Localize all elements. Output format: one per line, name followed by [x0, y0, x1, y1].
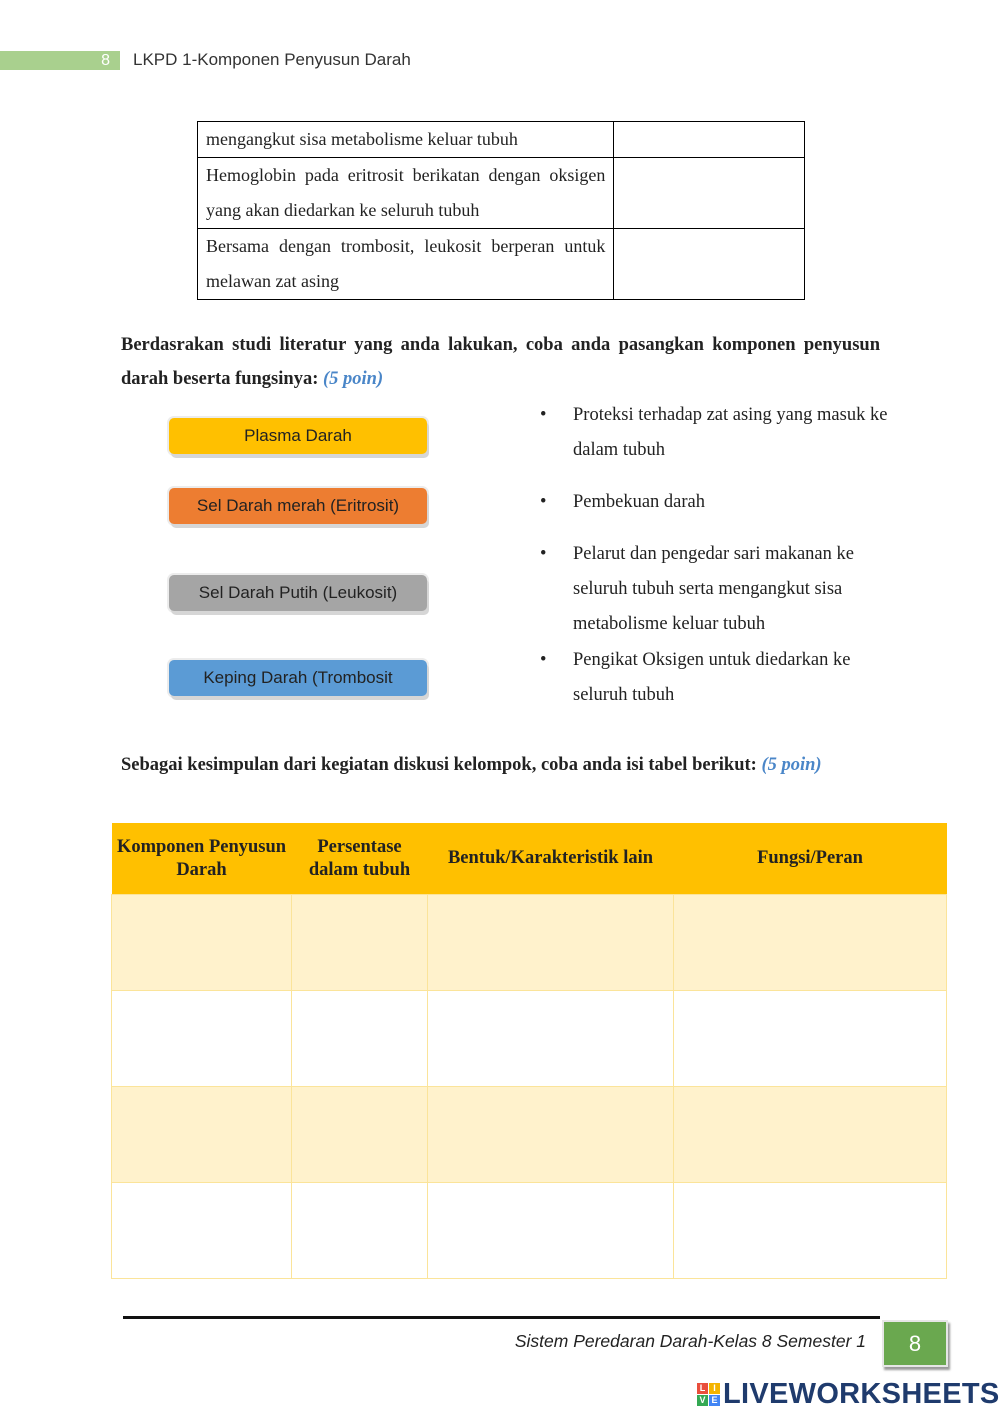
table-row — [112, 991, 947, 1087]
answer-cell[interactable] — [292, 1183, 428, 1279]
answer-cell[interactable] — [112, 895, 292, 991]
summary-instruction: Sebagai kesimpulan dari kegiatan diskusi kelompok, coba anda isi tabel berikut: (5 poin) — [121, 755, 822, 775]
matching-points: (5 poin) — [322, 369, 384, 389]
matching-instruction: Berdasrakan studi literatur yang anda lakukan, coba anda pasangkan komponen penyusun darah beserta fungsinya: (5 poin) — [121, 335, 880, 389]
header-page-number: 8 — [101, 52, 110, 69]
answer-cell[interactable] — [674, 1087, 947, 1183]
function-text: Hemoglobin pada eritrosit berikatan dengan oksigen yang akan diedarkan ke seluruh tubuh — [198, 158, 614, 229]
table-row — [112, 1087, 947, 1183]
header-persentase: Persentase dalam tubuh — [292, 823, 428, 895]
table-row — [198, 229, 805, 300]
function-item[interactable]: • Pelarut dan pengedar sari makanan ke seluruh tubuh serta mengangkut sisa metabolisme keluar tubuh — [540, 537, 890, 642]
bullet-icon: • — [540, 650, 547, 670]
bullet-icon: • — [540, 405, 547, 425]
answer-cell[interactable] — [614, 158, 805, 229]
component-plasma-darah[interactable]: Plasma Darah — [169, 418, 427, 454]
answer-cell[interactable] — [674, 895, 947, 991]
answer-cell[interactable] — [112, 991, 292, 1087]
footer-divider — [123, 1316, 880, 1319]
answer-cell[interactable] — [112, 1183, 292, 1279]
table-row — [112, 895, 947, 991]
liveworksheets-logo[interactable] — [697, 1376, 1000, 1412]
summary-points: (5 poin) — [761, 755, 822, 775]
answer-cell[interactable] — [292, 895, 428, 991]
function-text: Bersama dengan trombosit, leukosit berperan untuk melawan zat asing — [198, 229, 614, 300]
footer-page-number: 8 — [882, 1320, 948, 1367]
component-trombosit[interactable]: Keping Darah (Trombosit — [169, 660, 427, 696]
answer-cell[interactable] — [428, 1087, 674, 1183]
summary-table — [111, 823, 947, 1279]
header-bentuk: Bentuk/Karakteristik lain — [428, 823, 674, 895]
function-table — [197, 121, 805, 300]
answer-cell[interactable] — [428, 895, 674, 991]
bullet-icon: • — [540, 492, 547, 512]
answer-cell[interactable] — [292, 1087, 428, 1183]
logo-text: LIVEWORKSHEETS — [723, 1377, 1000, 1410]
answer-cell[interactable] — [614, 122, 805, 158]
answer-cell[interactable] — [292, 991, 428, 1087]
answer-cell[interactable] — [674, 991, 947, 1087]
footer-text: Sistem Peredaran Darah-Kelas 8 Semester 1 — [514, 1331, 866, 1351]
answer-cell[interactable] — [428, 991, 674, 1087]
component-eritrosit[interactable]: Sel Darah merah (Eritrosit) — [169, 488, 427, 524]
answer-cell[interactable] — [428, 1183, 674, 1279]
answer-cell[interactable] — [112, 1087, 292, 1183]
answer-cell[interactable] — [674, 1183, 947, 1279]
header-fungsi: Fungsi/Peran — [674, 823, 947, 895]
header-komponen: Komponen Penyusun Darah — [112, 823, 292, 895]
answer-cell[interactable] — [614, 229, 805, 300]
function-text: mengangkut sisa metabolisme keluar tubuh — [198, 122, 614, 158]
table-row — [198, 158, 805, 229]
component-leukosit[interactable]: Sel Darah Putih (Leukosit) — [169, 575, 427, 611]
bullet-icon: • — [540, 544, 547, 564]
function-item[interactable]: • Pengikat Oksigen untuk diedarkan ke seluruh tubuh — [540, 643, 890, 713]
table-row — [112, 1183, 947, 1279]
function-item[interactable]: • Proteksi terhadap zat asing yang masuk ke dalam tubuh — [540, 398, 890, 468]
table-header-row — [112, 823, 947, 895]
table-row — [198, 122, 805, 158]
logo-mark-icon: L I V E — [697, 1383, 720, 1406]
function-item[interactable]: • Pembekuan darah — [540, 485, 890, 520]
header-title: LKPD 1-Komponen Penyusun Darah — [133, 50, 411, 69]
